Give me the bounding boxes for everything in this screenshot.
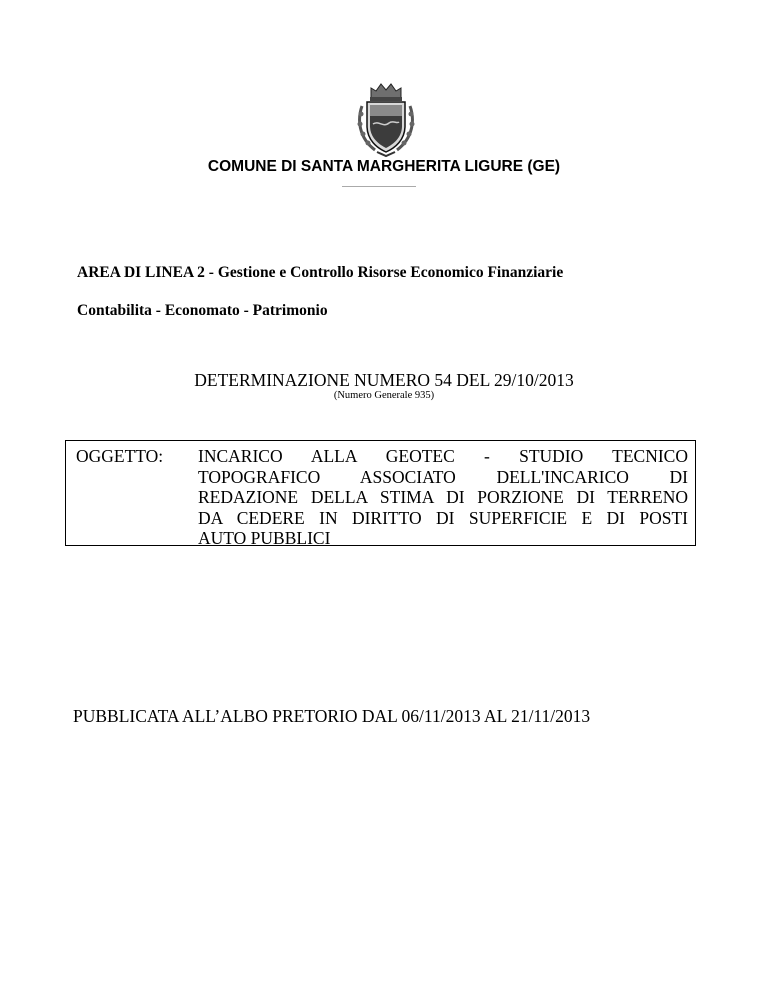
subject-line: INCARICO ALLA GEOTEC - STUDIO TECNICO (198, 446, 688, 466)
coat-of-arms-icon (353, 80, 419, 158)
department-office: Contabilita - Economato - Patrimonio (77, 302, 328, 319)
subject-line: REDAZIONE DELLA STIMA DI PORZIONE DI TERRENO (198, 487, 688, 507)
publication-notice: PUBBLICATA ALL’ALBO PRETORIO DAL 06/11/2013 AL 21/11/2013 (73, 706, 591, 726)
determination-title: DETERMINAZIONE NUMERO 54 DEL 29/10/2013 (194, 370, 574, 390)
subject-box (65, 440, 696, 546)
subject-line: AUTO PUBBLICI (198, 528, 331, 548)
subject-text (198, 446, 688, 549)
header-divider (342, 186, 416, 187)
subject-line: TOPOGRAFICO ASSOCIATO DELL'INCARICO DI (198, 466, 688, 487)
municipality-name: COMUNE DI SANTA MARGHERITA LIGURE (GE) (207, 158, 561, 175)
general-number: (Numero Generale 935) (333, 390, 435, 401)
subject-label: OGGETTO: (76, 446, 164, 466)
department-area: AREA DI LINEA 2 - Gestione e Controllo Risorse Economico Finanziarie (77, 264, 564, 281)
subject-line: DA CEDERE IN DIRITTO DI SUPERFICIE E DI POSTI (198, 507, 688, 528)
